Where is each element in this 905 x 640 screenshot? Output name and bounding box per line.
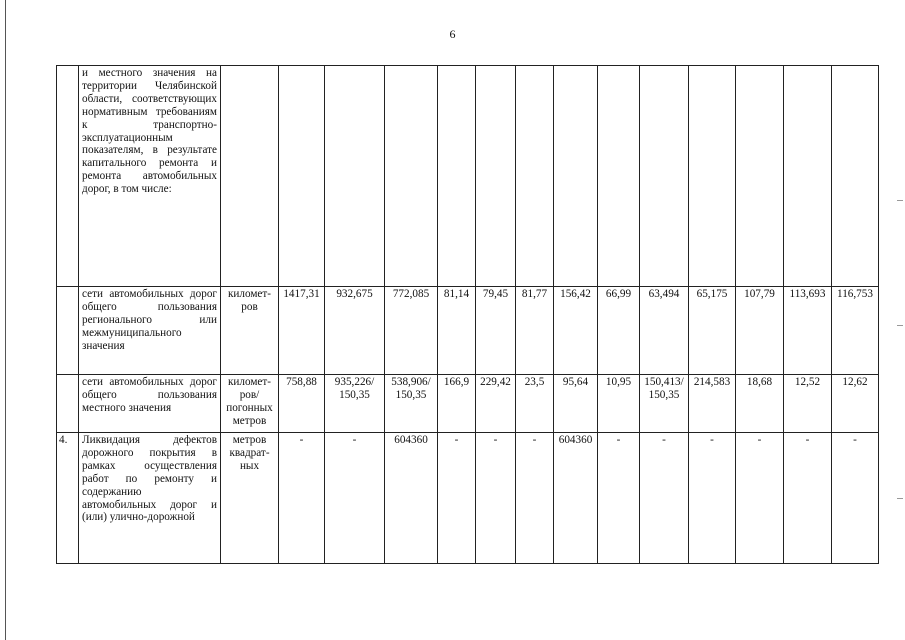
value-cell: - [832,433,879,564]
indicator-description: и местного значения на территории Челябинской области, соответствующих нормативным требованиям к транспортно-эксплуатационным показателям, в результате капитального ремонта и ремонта автомобильных дорог, в том числе: [79,66,221,287]
unit-cell: метров квадрат-ных [221,433,279,564]
row-index [57,375,79,433]
value-cell: - [640,433,689,564]
table-row [57,375,879,433]
value-cell [438,66,476,287]
value-cell [784,66,832,287]
value-cell: 12,62 [832,375,879,433]
value-cell: - [736,433,784,564]
value-cell: 604360 [554,433,598,564]
indicator-description: сети автомобильных дорог общего пользования регионального или межмуниципального значения [79,287,221,375]
row-index: 4. [57,433,79,564]
value-cell [554,66,598,287]
value-cell: 214,583 [689,375,736,433]
indicator-description: сети автомобильных дорог общего пользования местного значения [79,375,221,433]
value-cell: - [784,433,832,564]
table-row [57,433,879,564]
unit-cell: километ-ров [221,287,279,375]
value-cell: - [325,433,385,564]
value-cell: 229,42 [476,375,516,433]
value-cell: 18,68 [736,375,784,433]
value-cell: 758,88 [279,375,325,433]
value-cell: - [476,433,516,564]
value-cell [736,66,784,287]
table-row [57,287,879,375]
value-cell [385,66,438,287]
table-row [57,66,879,287]
value-cell: 113,693 [784,287,832,375]
value-cell: 81,14 [438,287,476,375]
value-cell: 63,494 [640,287,689,375]
indicators-table [56,65,879,564]
value-cell [832,66,879,287]
value-cell: 23,5 [516,375,554,433]
value-cell [279,66,325,287]
value-cell: - [598,433,640,564]
value-cell [640,66,689,287]
value-cell: 116,753 [832,287,879,375]
row-index [57,66,79,287]
value-cell: - [689,433,736,564]
value-cell: 538,906/ 150,35 [385,375,438,433]
value-cell [598,66,640,287]
page-left-edge [5,0,6,640]
page-number: 6 [449,27,456,41]
margin-mark [897,200,903,201]
value-cell: - [516,433,554,564]
value-cell: 10,95 [598,375,640,433]
indicator-description: Ликвидация дефектов дорожного покрытия в рамках осуществления работ по ремонту и содержанию автомобильных дорог и (или) улично-дорожной [79,433,221,564]
value-cell: 156,42 [554,287,598,375]
value-cell: 66,99 [598,287,640,375]
value-cell: 81,77 [516,287,554,375]
value-cell: 932,675 [325,287,385,375]
value-cell: - [438,433,476,564]
margin-mark [897,498,903,499]
unit-cell [221,66,279,287]
value-cell: 79,45 [476,287,516,375]
value-cell: 65,175 [689,287,736,375]
unit-cell: километ-ров/ погонных метров [221,375,279,433]
value-cell: 12,52 [784,375,832,433]
value-cell [689,66,736,287]
value-cell: 1417,31 [279,287,325,375]
value-cell: 935,226/ 150,35 [325,375,385,433]
value-cell: 166,9 [438,375,476,433]
value-cell [516,66,554,287]
value-cell: 95,64 [554,375,598,433]
value-cell [476,66,516,287]
value-cell: 150,413/ 150,35 [640,375,689,433]
value-cell: 107,79 [736,287,784,375]
value-cell: - [279,433,325,564]
value-cell: 772,085 [385,287,438,375]
value-cell [325,66,385,287]
value-cell: 604360 [385,433,438,564]
row-index [57,287,79,375]
margin-mark [897,325,903,326]
